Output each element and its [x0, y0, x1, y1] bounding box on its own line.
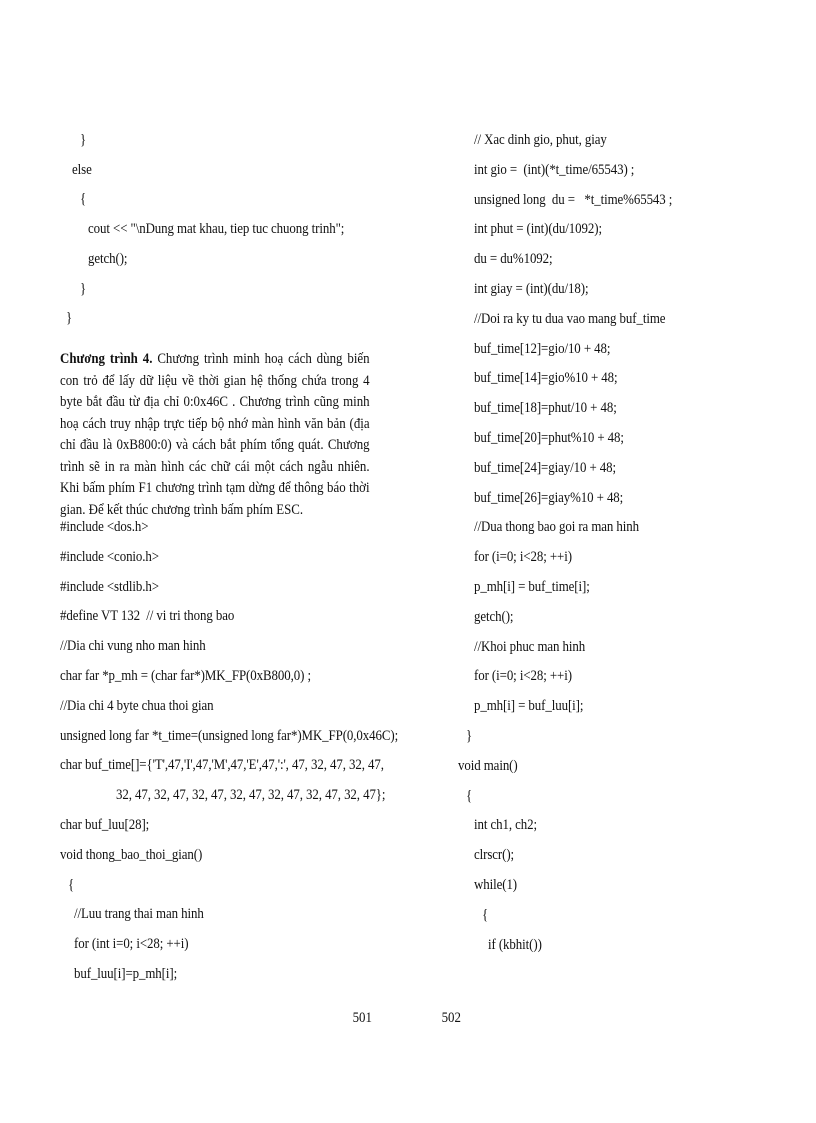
code-line: int phut = (int)(du/1092);: [474, 221, 602, 238]
code-line: void thong_bao_thoi_gian(): [60, 846, 203, 863]
code-line: //Khoi phuc man hinh: [474, 638, 586, 655]
code-line: //Dua thong bao goi ra man hinh: [474, 519, 640, 536]
code-line: getch();: [474, 608, 514, 625]
code-line: buf_time[20]=phut%10 + 48;: [474, 430, 624, 446]
code-line: clrscr();: [474, 847, 515, 864]
code-line: #include <conio.h>: [60, 548, 159, 565]
code-line: unsigned long du = *t_time%65543 ;: [474, 191, 673, 208]
code-line: buf_time[14]=gio%10 + 48;: [474, 370, 618, 387]
code-line: }: [466, 728, 473, 744]
code-line: 32, 47, 32, 47, 32, 47, 32, 47, 32, 47, 32, 47, 32, 47};: [116, 787, 386, 804]
code-line: buf_time[12]=gio/10 + 48;: [474, 340, 611, 357]
code-line: getch();: [88, 250, 128, 267]
program-text: Chương trình minh hoạ cách dùng biến con trỏ để lấy dữ liệu về thời gian hệ thống chứa trong 4 byte bắt đầu từ địa chỉ 0:0x46C . Chương trình cũng minh hoạ cách truy nhập trực tiếp bộ nhớ màn hình văn bản (địa chỉ đầu là 0xB800:0) và cách bắt phím tổng quát. Chương trình sẽ in ra màn hình các chữ cái một cách ngẫu nhiên. Khi bấm phím F1 chương trình tạm dừng để thông báo thời gian. Để kết thúc chương trình bấm phím ESC.: [60, 351, 370, 518]
code-line: p_mh[i] = buf_time[i];: [474, 579, 590, 595]
code-line: int ch1, ch2;: [474, 817, 538, 834]
code-line: char buf_luu[28];: [60, 817, 150, 833]
code-line: //Dia chi 4 byte chua thoi gian: [60, 697, 214, 714]
code-line: int giay = (int)(du/18);: [474, 281, 589, 297]
code-line: #include <stdlib.h>: [60, 578, 159, 595]
code-line: else: [72, 161, 92, 178]
code-line: buf_time[18]=phut/10 + 48;: [474, 400, 617, 417]
code-line: if (kbhit()): [488, 936, 542, 953]
code-line: p_mh[i] = buf_luu[i];: [474, 698, 584, 715]
page-number-right: 502: [441, 1010, 461, 1026]
code-line: while(1): [474, 877, 518, 893]
code-line: char far *p_mh = (char far*)MK_FP(0xB800,0) ;: [60, 668, 311, 684]
page-number-left: 501: [352, 1010, 372, 1026]
code-line: }: [66, 310, 73, 327]
code-line: #include <dos.h>: [60, 519, 149, 535]
code-line: du = du%1092;: [474, 251, 553, 268]
code-line: buf_time[26]=giay%10 + 48;: [474, 489, 624, 506]
code-line: //Doi ra ky tu dua vao mang buf_time: [474, 310, 666, 327]
code-line: for (i=0; i<28; ++i): [474, 668, 572, 685]
code-line: {: [68, 876, 75, 893]
code-line: // Xac dinh gio, phut, giay: [474, 132, 607, 148]
code-line: {: [80, 191, 87, 208]
code-line: for (int i=0; i<28; ++i): [74, 936, 189, 953]
code-line: {: [482, 906, 489, 923]
code-line: buf_luu[i]=p_mh[i];: [74, 966, 178, 982]
code-line: //Luu trang thai man hinh: [74, 906, 204, 923]
code-line: int gio = (int)(*t_time/65543) ;: [474, 161, 635, 178]
code-line: }: [80, 132, 87, 148]
code-line: }: [80, 280, 87, 297]
code-line: cout << "\nDung mat khau, tiep tuc chuong trinh";: [88, 221, 345, 238]
code-line: char buf_time[]={'T',47,'I',47,'M',47,'E',47,':', 47, 32, 47, 32, 47,: [60, 757, 384, 774]
code-line: {: [466, 787, 473, 804]
code-line: unsigned long far *t_time=(unsigned long far*)MK_FP(0,0x46C);: [60, 727, 399, 744]
code-line: for (i=0; i<28; ++i): [474, 549, 572, 566]
code-line: void main(): [458, 757, 518, 774]
code-line: //Dia chi vung nho man hinh: [60, 638, 206, 655]
code-line: buf_time[24]=giay/10 + 48;: [474, 459, 617, 476]
program-label: Chương trình 4.: [60, 351, 153, 367]
code-line: #define VT 132 // vi tri thong bao: [60, 608, 235, 625]
program-description: [60, 349, 370, 521]
